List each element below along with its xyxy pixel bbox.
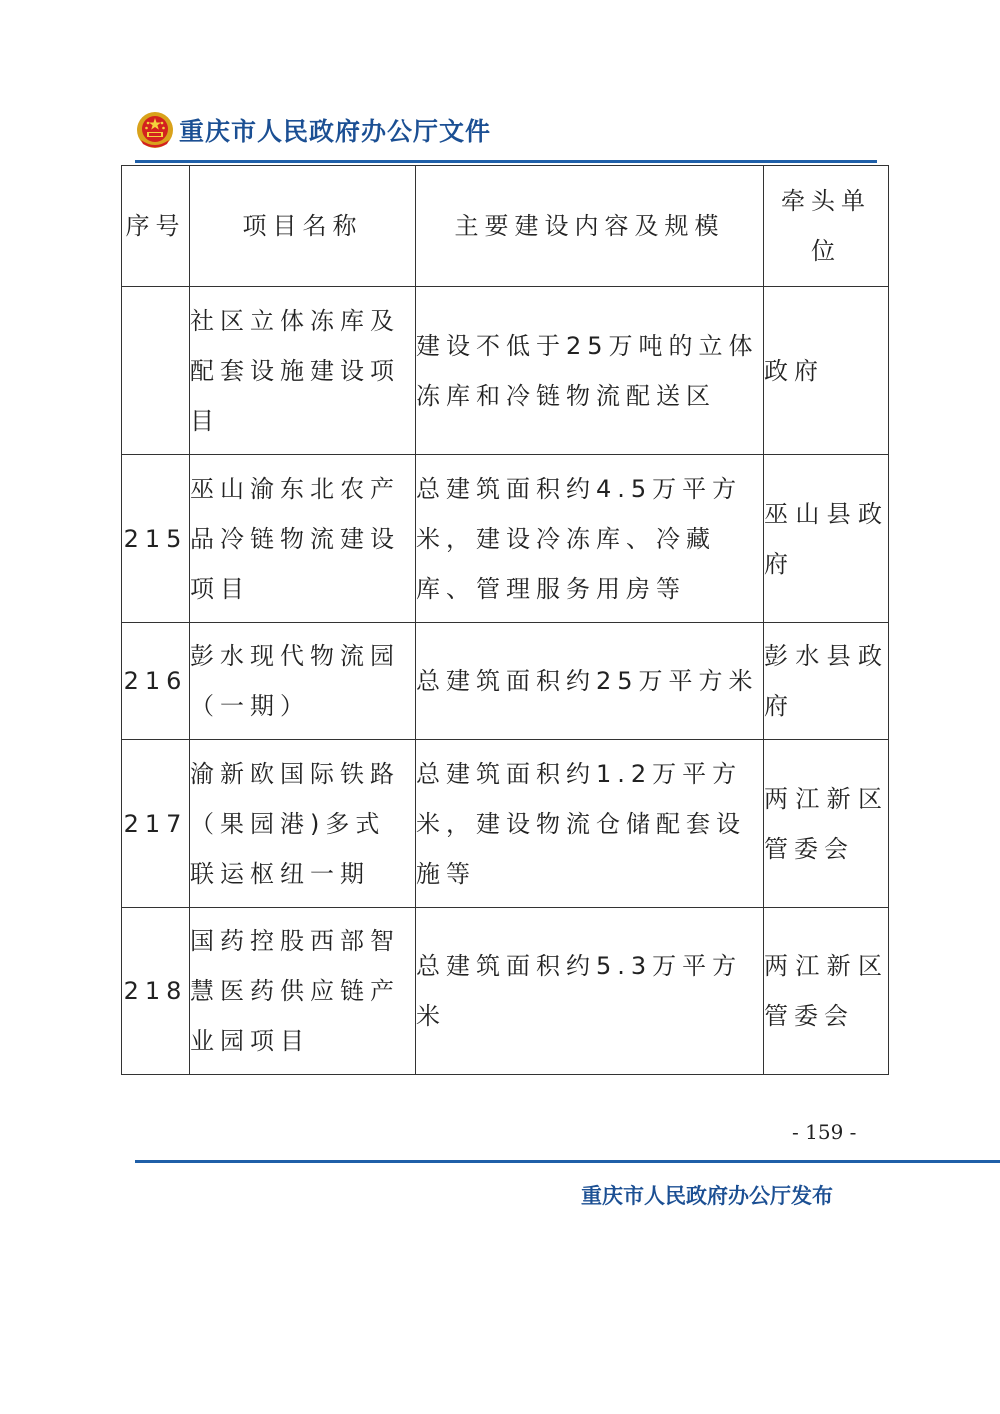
lead-unit: 彭水县政府 [764,623,889,740]
column-header-content: 主要建设内容及规模 [416,166,764,287]
project-name: 国药控股西部智慧医药供应链产业园项目 [190,908,416,1075]
column-header-index: 序号 [122,166,190,287]
project-name: 彭水现代物流园（一期） [190,623,416,740]
project-content: 总建筑面积约4.5万平方米，建设冷冻库、冷藏库、管理服务用房等 [416,455,764,623]
table-row [122,455,889,623]
table-header-row [122,166,889,287]
project-table [121,165,889,1075]
table-row [122,740,889,908]
document-header-title: 重庆市人民政府办公厅文件 [179,117,492,146]
row-number: 216 [122,623,190,740]
document-header [135,108,491,152]
national-emblem-icon [135,110,175,150]
project-name: 巫山渝东北农产品冷链物流建设项目 [190,455,416,623]
footer-publisher: 重庆市人民政府办公厅发布 [581,1183,833,1208]
lead-unit: 两江新区管委会 [764,908,889,1075]
lead-unit: 巫山县政府 [764,455,889,623]
lead-unit: 政府 [764,287,889,455]
row-number: 218 [122,908,190,1075]
column-header-name: 项目名称 [190,166,416,287]
table-row [122,287,889,455]
row-number: 217 [122,740,190,908]
project-content: 总建筑面积约1.2万平方米，建设物流仓储配套设施等 [416,740,764,908]
page-number: - 159 - [792,1120,857,1144]
table-row [122,623,889,740]
project-name: 渝新欧国际铁路（果园港)多式联运枢纽一期 [190,740,416,908]
footer-rule [135,1160,1000,1163]
project-content: 总建筑面积约5.3万平方米 [416,908,764,1075]
row-number: 215 [122,455,190,623]
header-rule [135,160,877,163]
lead-unit: 两江新区管委会 [764,740,889,908]
project-name: 社区立体冻库及配套设施建设项目 [190,287,416,455]
project-content: 总建筑面积约25万平方米 [416,623,764,740]
project-content: 建设不低于25万吨的立体冻库和冷链物流配送区 [416,287,764,455]
table-row [122,908,889,1075]
column-header-unit: 牵头单位 [764,166,889,287]
row-number [122,287,190,455]
